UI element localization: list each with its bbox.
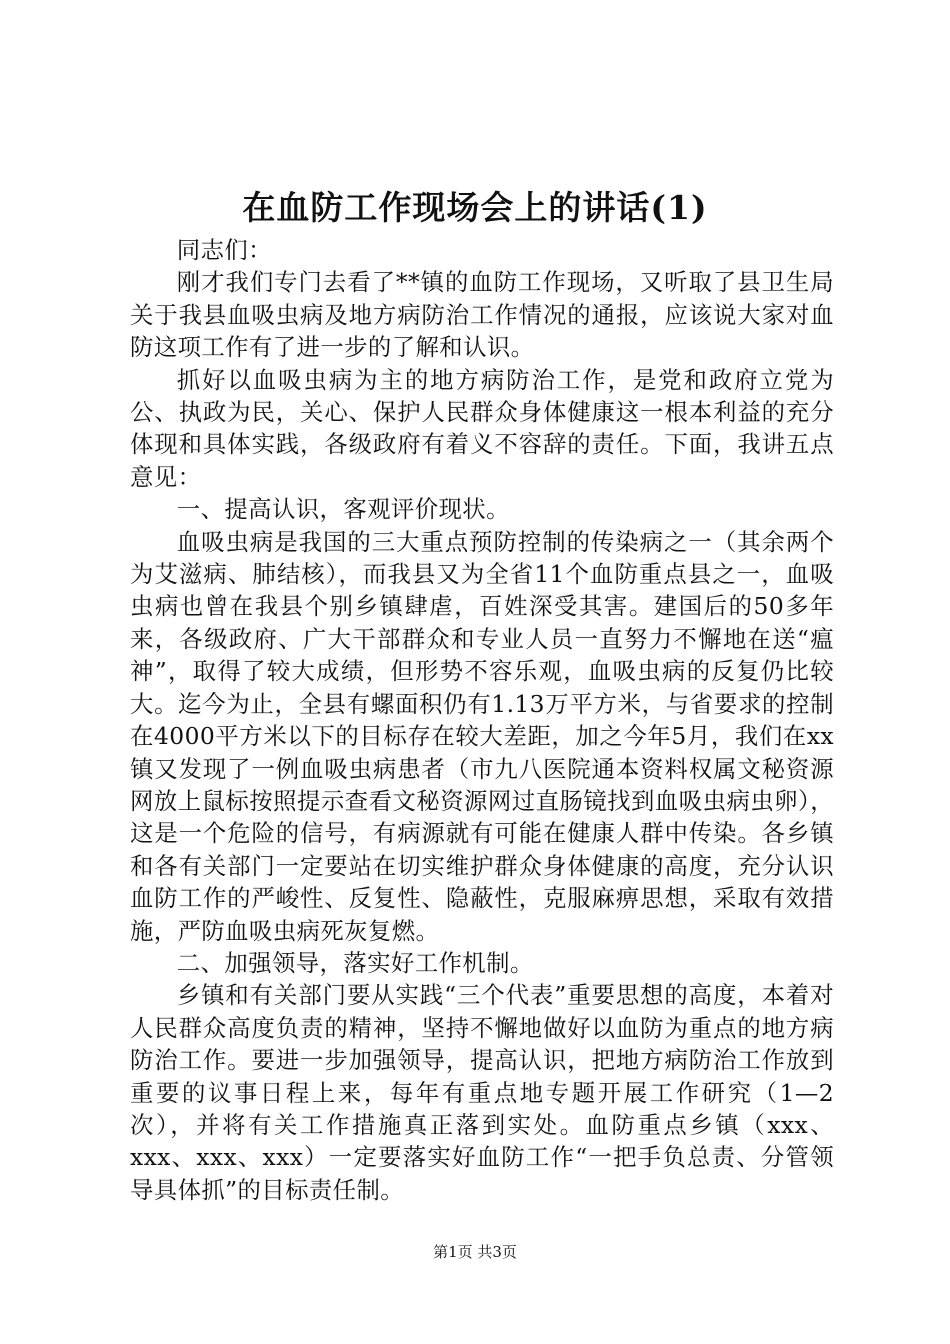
document-body <box>130 234 834 1206</box>
section-heading: 一、提高认识，客观评价现状。 <box>176 495 510 524</box>
salutation-paragraph: 同志们： <box>176 236 272 264</box>
section-heading: 二、加强领导，落实好工作机制。 <box>176 948 534 977</box>
body-paragraph: 血吸虫病是我国的三大重点预防控制的传染病之一（其余两个为艾滋病、肺结核），而我县又为全省11个血防重点县之一，血吸虫病也曾在我县个别乡镇肆虐，百姓深受其害。建国后的50多年来，各级政府、广大干部群众和专业人员一直努力不懈地在送“瘟神”，取得了较大成绩，但形势不容乐观，血吸虫病的反复仍比较大。迄今为止，全县有螺面积仍有1.13万平方米，与省要求的控制在4000平方米以下的目标存在较大差距，加之今年5月，我们在xx镇又发现了一例血吸虫病患者（市九八医院通本资料权属文秘资源网放上鼠标按照提示查看文秘资源网过直肠镜找到血吸虫病虫卵），这是一个危险的信号，有病源就有可能在健康人群中传染。各乡镇和各有关部门一定要站在切实维护群众身体健康的高度，充分认识血防工作的严峻性、反复性、隐蔽性，克服麻痹思想，采取有效措施，严防血吸虫病死灰复燃。 <box>130 527 834 945</box>
document-title: 在血防工作现场会上的讲话(1) <box>242 188 708 227</box>
page-footer: 第1页 共3页 <box>433 1243 517 1261</box>
body-paragraph: 乡镇和有关部门要从实践“三个代表”重要思想的高度，本着对人民群众高度负责的精神，坚持不懈地做好以血防为重点的地方病防治工作。要进一步加强领导，提高认识，把地方病防治工作放到重要的议事日程上来，每年有重点地专题开展工作研究（1—2次），并将有关工作措施真正落到实处。血防重点乡镇（xxx、xxx、xxx、xxx）一定要落实好血防工作“一把手负总责、分管领导具体抓”的目标责任制。 <box>130 981 834 1204</box>
body-paragraph: 抓好以血吸虫病为主的地方病防治工作，是党和政府立党为公、执政为民，关心、保护人民群众身体健康这一根本利益的充分体现和具体实践，各级政府有着义不容辞的责任。下面，我讲五点意见： <box>130 365 834 491</box>
body-paragraph: 刚才我们专门去看了**镇的血防工作现场，又听取了县卫生局关于我县血吸虫病及地方病防治工作情况的通报，应该说大家对血防这项工作有了进一步的了解和认识。 <box>130 268 834 362</box>
